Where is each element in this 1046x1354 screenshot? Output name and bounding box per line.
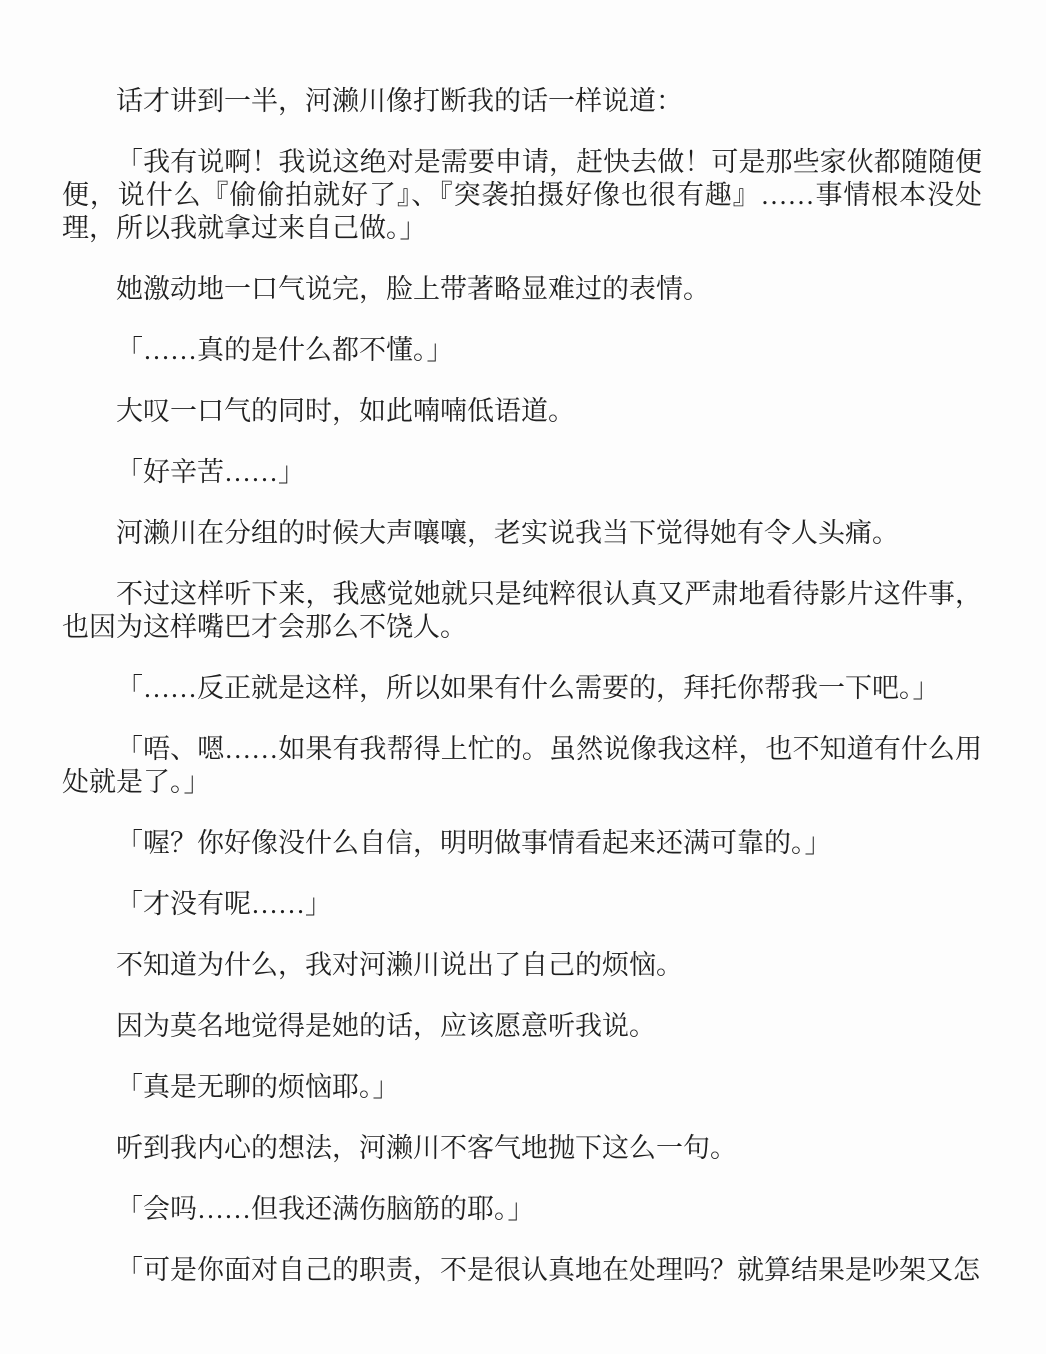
paragraph: 河濑川在分组的时候大声嚷嚷，老实说我当下觉得她有令人头痛。 [116,518,899,548]
paragraph: 因为莫名地觉得是她的话，应该愿意听我说。 [116,1011,656,1041]
paragraph: 「才没有呢……」 [116,889,332,919]
paragraph: 「……反正就是这样，所以如果有什么需要的，拜托你帮我一下吧。」 [116,673,940,703]
paragraph: 大叹一口气的同时，如此喃喃低语道。 [116,396,575,426]
paragraph: 「……真的是什么都不懂。」 [116,335,454,365]
paragraph: 「真是无聊的烦恼耶。」 [116,1072,400,1102]
paragraph: 「会吗……但我还满伤脑筋的耶。」 [116,1194,535,1224]
paragraph: 「我有说啊！我说这绝对是需要申请，赶快去做！可是那些家伙都随随便便，说什么『偷偷拍就好了』、『突袭拍摄好像也很有趣』……事情根本没处理，所以我就拿过来自己做。」 [62,147,982,243]
page-text [62,85,982,1287]
paragraph: 不过这样听下来，我感觉她就只是纯粹很认真又严肃地看待影片这件事，也因为这样嘴巴才会那么不饶人。 [62,579,982,642]
paragraph: 不知道为什么，我对河濑川说出了自己的烦恼。 [116,950,683,980]
paragraph: 「喔？你好像没什么自信，明明做事情看起来还满可靠的。」 [116,828,832,858]
paragraph: 听到我内心的想法，河濑川不客气地抛下这么一句。 [116,1133,737,1163]
paragraph: 「好辛苦……」 [116,457,305,487]
paragraph: 「可是你面对自己的职责，不是很认真地在处理吗？就算结果是吵架又怎 [116,1255,980,1285]
paragraph: 她激动地一口气说完，脸上带著略显难过的表情。 [116,274,710,304]
paragraph: 「唔、嗯……如果有我帮得上忙的。虽然说像我这样，也不知道有什么用处就是了。」 [62,734,982,797]
paragraph: 话才讲到一半，河濑川像打断我的话一样说道： [116,86,683,116]
